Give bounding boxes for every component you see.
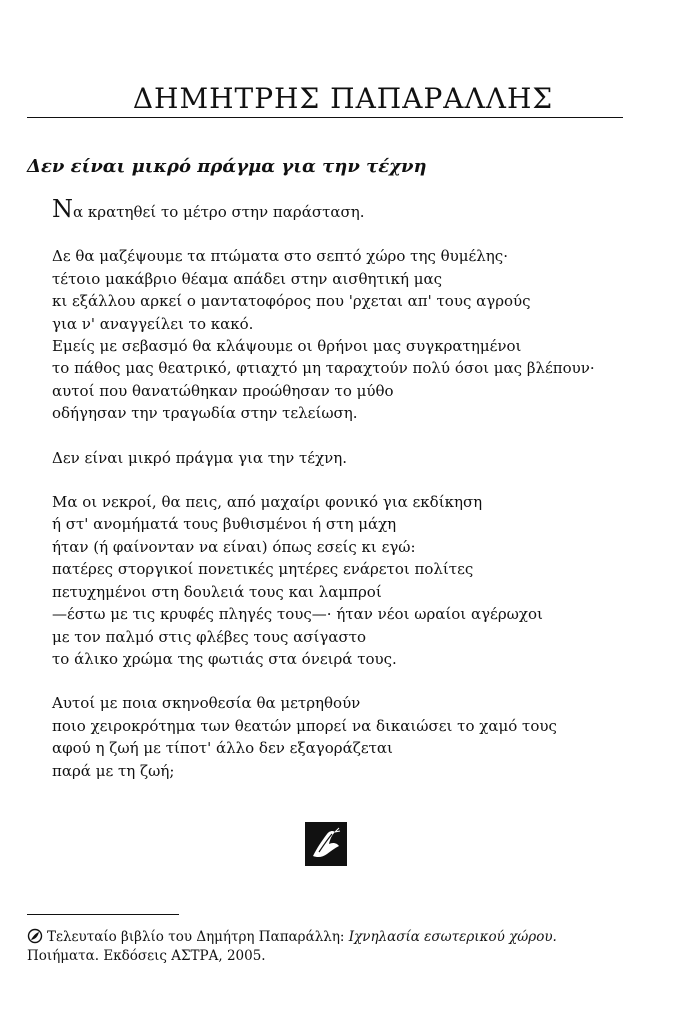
leaf-footnote-icon [27, 928, 43, 944]
stanza-4 [52, 491, 652, 670]
poem-line: το άλικο χρώμα της φωτιάς στα όνειρά τους. [52, 649, 397, 668]
poem-line: ήταν (ή φαίνονταν να είναι) όπως εσείς κι εγώ: [52, 537, 416, 556]
footnote-rule [27, 914, 179, 915]
poem-line: το πάθος μας θεατρικό, φτιαχτό μη ταραχτούν πολύ όσοι μας βλέπουν· [52, 359, 595, 378]
poem-line: Δεν είναι μικρό πράγμα για την τέχνη. [52, 448, 348, 467]
poem-line: αφού η ζωή με τίποτ' άλλο δεν εξαγοράζεται [52, 739, 393, 758]
poem-line: παρά με τη ζωή; [52, 761, 175, 780]
poem-line: —έστω με τις κρυφές πληγές τους—· ήταν νέοι ωραίοι αγέρωχοι [52, 605, 543, 624]
poem-line: ή στ' ανομήματά τους βυθισμένοι ή στη μάχη [52, 515, 397, 534]
poem-line: τέτοιο μακάβριο θέαμα απάδει στην αισθητική μας [52, 269, 443, 288]
poem-line: ποιο χειροκρότημα των θεατών μπορεί να δικαιώσει το χαμό τους [52, 716, 557, 735]
butterfly-emblem-icon [305, 822, 347, 866]
poem-line: Αυτοί με ποια σκηνοθεσία θα μετρηθούν [52, 694, 361, 713]
book-title: Ιχνηλασία εσωτερικού χώρου. [348, 929, 557, 945]
poem-line: για ν' αναγγείλει το κακό. [52, 314, 254, 333]
stanza-2 [52, 245, 652, 424]
stanza-3 [52, 447, 652, 469]
poem-line: Εμείς με σεβασμό θα κλάψουμε οι θρήνοι μας συγκρατημένοι [52, 337, 522, 356]
poem-line: κι εξάλλου αρκεί ο μαντατοφόρος που 'ρχεται απ' τους αγρούς [52, 292, 531, 311]
author-header: ΔΗΜΗΤΡΗΣ ΠΑΠΑΡΑΛΛΗΣ [132, 82, 554, 115]
stanza-5 [52, 692, 652, 782]
poem-line: με τον παλμό στις φλέβες τους ασίγαστο [52, 627, 367, 646]
poem-line: Μα οι νεκροί, θα πεις, από μαχαίρι φονικό για εκδίκηση [52, 493, 483, 512]
header-rule [27, 117, 623, 118]
footnote [27, 928, 647, 966]
poem-title: Δεν είναι μικρό πράγμα για την τέχνη [27, 156, 427, 177]
stanza-1 [52, 195, 652, 223]
poem-line: οδήγησαν την τραγωδία στην τελείωση. [52, 404, 358, 423]
footnote-publisher: Ποιήματα. Εκδόσεις ΑΣΤΡΑ, 2005. [27, 948, 266, 964]
drop-cap: Ν [52, 195, 73, 223]
poem-line: Δε θα μαζέψουμε τα πτώματα στο σεπτό χώρο της θυμέλης· [52, 247, 508, 266]
footnote-text: Τελευταίο βιβλίο του Δημήτρη Παπαράλλη: [47, 929, 349, 945]
poem-body [52, 195, 652, 782]
poem-line: πετυχημένοι στη δουλειά τους και λαμπροί [52, 582, 382, 601]
poem-line: πατέρες στοργικοί πονετικές μητέρες ενάρετοι πολίτες [52, 560, 474, 579]
poem-line: Να κρατηθεί το μέτρο στην παράσταση. [52, 195, 365, 223]
poem-line: αυτοί που θανατώθηκαν προώθησαν το μύθο [52, 381, 394, 400]
